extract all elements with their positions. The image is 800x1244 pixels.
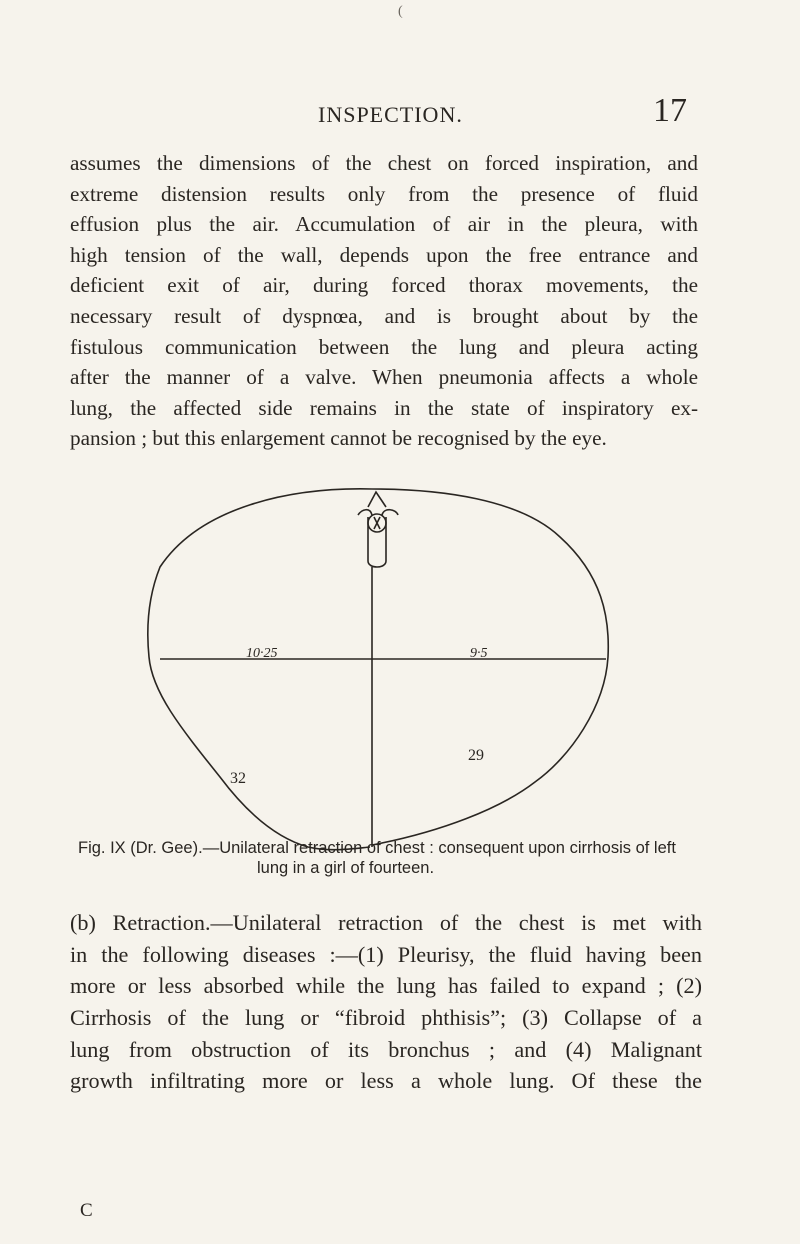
signature-mark: C (80, 1200, 93, 1221)
top-mark: ( (398, 4, 403, 19)
vertebra-icon (358, 492, 398, 567)
paragraph-line: after the manner of a valve. When pneumonia affects a whole (70, 365, 698, 390)
paragraph-line: fistulous communication between the lung and pleura acting (70, 334, 698, 359)
paragraph-line: more or less absorbed while the lung has failed to expand ; (2) (70, 973, 702, 999)
paragraph-line: lung from obstruction of its bronchus ; and (4) Malignant (70, 1036, 702, 1062)
paragraph-line: high tension of the wall, depends upon the free entrance and (70, 242, 698, 267)
paragraph-line: growth infiltrating more or less a whole lung. Of these the (70, 1068, 702, 1094)
paragraph-2 (70, 907, 702, 1097)
paragraph-line: deficient exit of air, during forced thorax movements, the (70, 273, 698, 298)
right-depth-label: 29 (468, 747, 484, 764)
left-depth-label: 32 (230, 770, 246, 787)
paragraph-line: extreme distension results only from the presence of fluid (70, 181, 698, 206)
paragraph-line: pansion ; but this enlargement cannot be recognised by the eye. (70, 426, 607, 451)
figure-caption (78, 838, 718, 878)
paragraph-line: Cirrhosis of the lung or “fibroid phthisis”; (3) Collapse of a (70, 1005, 702, 1031)
page-number: 17 (653, 92, 687, 129)
caption-line: lung in a girl of fourteen. (257, 859, 435, 877)
left-width-label: 10·25 (246, 646, 278, 661)
chest-outline-left (148, 489, 372, 850)
paragraph-line: necessary result of dyspnœa, and is brought about by the (70, 303, 698, 328)
paragraph-line: lung, the affected side remains in the state of inspiratory ex- (70, 395, 698, 420)
right-width-label: 9·5 (470, 646, 488, 661)
paragraph-line: in the following diseases :—(1) Pleurisy, the fluid having been (70, 941, 702, 967)
running-head: INSPECTION. (318, 102, 463, 127)
chest-outline-figure (140, 477, 620, 862)
caption-line: Fig. IX (Dr. Gee).—Unilateral retraction of chest : consequent upon cirrhosis of left (78, 839, 676, 857)
paragraph-1 (70, 148, 698, 454)
paragraph-line: effusion plus the air. Accumulation of air in the pleura, with (70, 212, 698, 237)
chest-outline-right (372, 489, 608, 845)
paragraph-line: (b) Retraction.—Unilateral retraction of the chest is met with (70, 910, 702, 935)
paragraph-line: assumes the dimensions of the chest on forced inspiration, and (70, 151, 698, 175)
